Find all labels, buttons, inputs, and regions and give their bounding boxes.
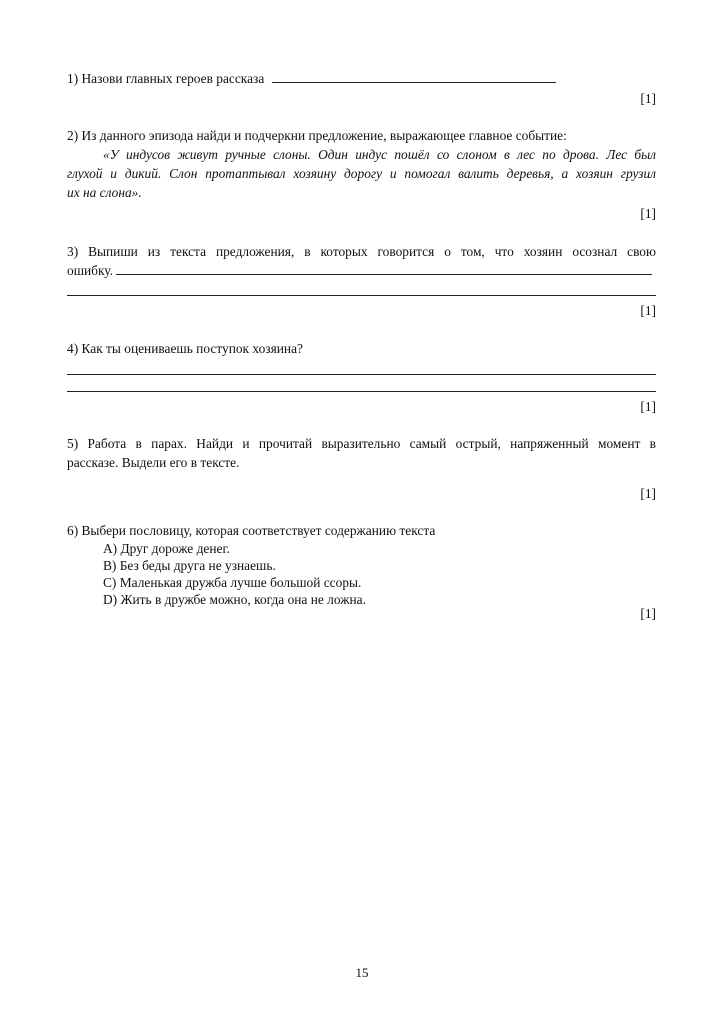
score-3: [1] — [640, 303, 656, 318]
answer-line-4b[interactable] — [67, 391, 656, 392]
option-d[interactable]: D) Жить в дружбе можно, когда она не ложна. — [103, 592, 366, 607]
option-b[interactable]: B) Без беды друга не узнаешь. — [103, 558, 276, 573]
question-3-line-1: 3) Выпиши из текста предложения, в которых говорится о том, что хозяин осознал свою — [67, 244, 656, 259]
score-2: [1] — [640, 206, 656, 221]
page-number: 15 — [355, 965, 369, 980]
score-1: [1] — [640, 91, 656, 106]
question-2-text: 2) Из данного эпизода найди и подчеркни предложение, выражающее главное событие: — [67, 128, 567, 143]
question-5-line-2: рассказе. Выдели его в тексте. — [67, 455, 240, 470]
option-a[interactable]: A) Друг дороже денег. — [103, 541, 230, 556]
score-5: [1] — [640, 486, 656, 501]
score-6: [1] — [640, 606, 656, 621]
question-3-line-2-text: ошибку. — [67, 263, 114, 278]
answer-line-3b[interactable] — [67, 295, 656, 296]
question-5-line-1: 5) Работа в парах. Найди и прочитай выразительно самый острый, напряженный момент в — [67, 436, 656, 451]
question-3-line-2 — [67, 262, 656, 280]
quote-line-1: «У индусов живут ручные слоны. Один индус пошёл со слоном в лес по дрова. Лес был — [103, 147, 656, 162]
question-6-text: 6) Выбери пословицу, которая соответствует содержанию текста — [67, 523, 436, 538]
worksheet-page — [67, 0, 656, 1024]
option-c[interactable]: C) Маленькая дружба лучше большой ссоры. — [103, 575, 362, 590]
answer-line-4a[interactable] — [67, 374, 656, 375]
score-4: [1] — [640, 399, 656, 414]
quote-line-2: глухой и дикий. Слон протаптывал хозяину дорогу и помогал валить деревья, а хозяин грузил — [67, 166, 656, 181]
question-4-text: 4) Как ты оцениваешь поступок хозяина? — [67, 341, 303, 356]
question-1-text: 1) Назови главных героев рассказа — [67, 71, 265, 86]
question-1 — [67, 70, 656, 88]
quote-line-3: их на слона». — [67, 185, 142, 200]
answer-blank-3a[interactable] — [116, 262, 652, 275]
answer-blank-1[interactable] — [272, 70, 556, 83]
